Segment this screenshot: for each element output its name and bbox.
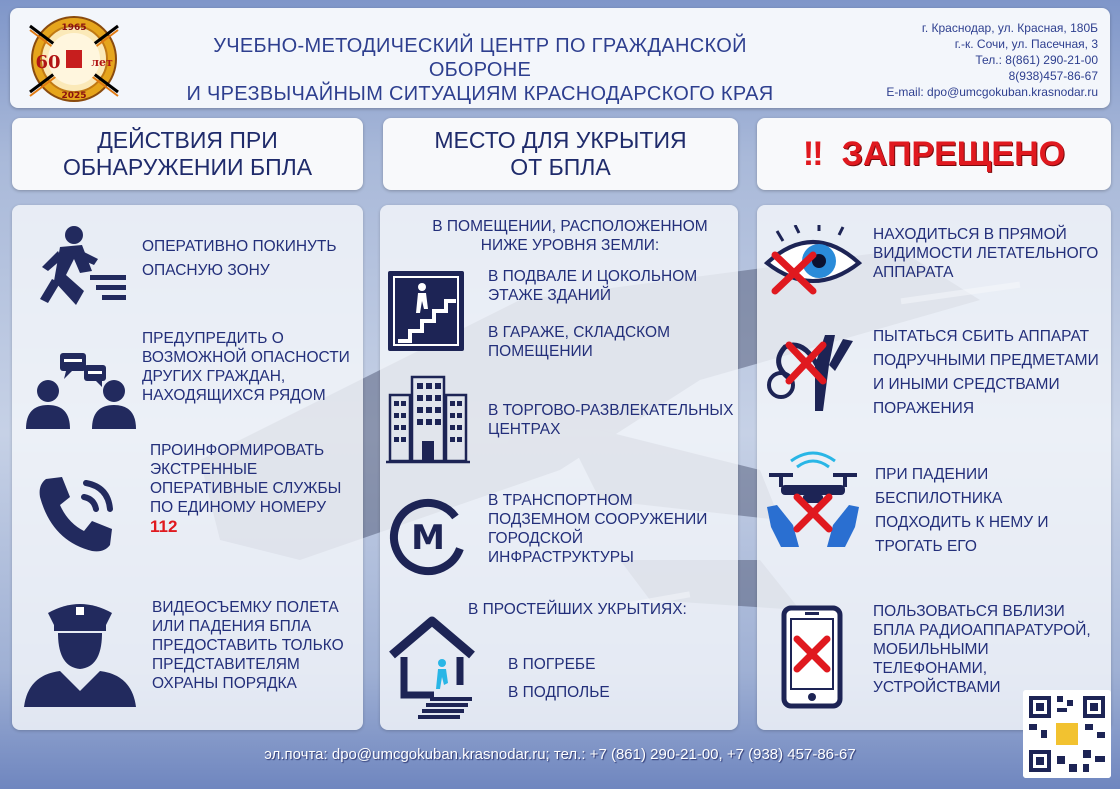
simple-item-1-text: В ПОГРЕБЕ [508,656,596,673]
address-krasnodar: г. Краснодар, ул. Красная, 180Б [921,21,1098,35]
organization-name [160,34,800,106]
shelter-panel [380,205,738,730]
actions-title-text: ДЕЙСТВИЯ ПРИ ОБНАРУЖЕНИИ БПЛА [62,127,313,180]
logo-number: 60 [35,52,61,73]
shelter-item-3-text: В ТОРГОВО-РАЗВЛЕКАТЕЛЬНЫХ ЦЕНТРАХ [488,402,734,438]
drone-hands-crossed-icon [763,447,863,551]
shelter-title [383,118,738,190]
qr-code[interactable] [1023,690,1111,778]
warning-marks-icon: !! [802,134,822,173]
emergency-number: 112 [150,517,178,536]
action-item-2-text: ПРЕДУПРЕДИТЬ О ВОЗМОЖНОЙ ОПАСНОСТИ ДРУГИХ ГРАЖДАН, НАХОДЯЩИХСЯ РЯДОМ [142,330,350,404]
forbidden-item-3-text: ПРИ ПАДЕНИИ БЕСПИЛОТНИКА ПОДХОДИТЬ К НЕМУ И ТРОГАТЬ ЕГО [875,466,1049,555]
logo-suffix: лет [91,56,113,69]
shelter-subtitle: В ПОМЕЩЕНИИ, РАСПОЛОЖЕННОМ НИЖЕ УРОВНЯ ЗЕМЛИ: [432,218,708,254]
people-talking-icon [22,345,142,429]
simple-shelter-title: В ПРОСТЕЙШИХ УКРЫТИЯХ: [468,601,687,618]
running-person-icon [30,223,130,313]
phone-1: Тел.: 8(861) 290-21-00 [975,53,1098,67]
forbidden-item-1-text: НАХОДИТЬСЯ В ПРЯМОЙ ВИДИМОСТИ ЛЕТАТЕЛЬНОГО АППАРАТА [873,226,1099,281]
actions-panel [12,205,363,730]
metro-letter: М [411,518,445,558]
shelter-item-4-text: В ТРАНСПОРТНОМ ПОДЗЕМНОМ СООРУЖЕНИИ ГОРОДСКОЙ ИНФРАСТРУКТУРЫ [488,492,708,566]
footer-contacts: эл.почта: dpo@umcgokuban.krasnodar.ru; тел.: +7 (861) 290-21-00, +7 (938) 457-86-67 [264,746,856,763]
action-item-3-label: ПРОИНФОРМИРОВАТЬ ЭКСТРЕННЫЕ ОПЕРАТИВНЫЕ СЛУЖБЫ ПО ЕДИНОМУ НОМЕРУ [150,442,342,516]
forbidden-title-text: ЗАПРЕЩЕНО [841,134,1066,173]
email: E-mail: dpo@umcgokuban.krasnodar.ru [886,85,1098,99]
police-officer-icon [20,595,140,707]
anniversary-logo [20,14,128,104]
forbidden-item-4-text: ПОЛЬЗОВАТЬСЯ ВБЛИЗИ БПЛА РАДИОАППАРАТУРОЙ, МОБИЛЬНЫМИ ТЕЛЕФОНАМИ, УСТРОЙСТВАМИ [873,603,1091,696]
contacts [798,20,1098,100]
shelter-item-1-text: В ПОДВАЛЕ И ЦОКОЛЬНОМ ЭТАЖЕ ЗДАНИЙ [488,268,698,304]
action-item-4-text: ВИДЕОСЪЕМКУ ПОЛЕТА ИЛИ ПАДЕНИЯ БПЛА ПРЕДОСТАВИТЬ ТОЛЬКО ПРЕДСТАВИТЕЛЯМ ОХРАНЫ ПОРЯДКА [152,599,344,692]
org-line-2: И ЧРЕЗВЫЧАЙНЫМ СИТУАЦИЯМ КРАСНОДАРСКОГО КРАЯ [186,83,774,105]
eye-crossed-icon [763,225,863,295]
shelter-title-text: МЕСТО ДЛЯ УКРЫТИЯ ОТ БПЛА [434,127,687,180]
simple-item-2-text: В ПОДПОЛЬЕ [508,684,610,701]
slingshot-crossed-icon [763,325,859,415]
logo-year-top: 1965 [61,23,87,33]
header [10,8,1110,108]
actions-title [12,118,363,190]
phone-icon [30,467,126,563]
action-item-1-text: ОПЕРАТИВНО ПОКИНУТЬ ОПАСНУЮ ЗОНУ [142,238,337,279]
stairs-down-icon [386,269,466,353]
building-icon [386,373,470,465]
org-line-1: УЧЕБНО-МЕТОДИЧЕСКИЙ ЦЕНТР ПО ГРАЖДАНСКОЙ ОБОРОНЕ [213,35,747,81]
address-sochi: г.-к. Сочи, ул. Пасечная, 3 [954,37,1098,51]
house-cellar-icon [386,615,486,721]
action-item-3-text [150,441,355,537]
phone-2: 8(938)457-86-67 [1008,69,1098,83]
shelter-item-2-text: В ГАРАЖЕ, СКЛАДСКОМ ПОМЕЩЕНИИ [488,324,671,360]
forbidden-title [757,118,1111,190]
phone-crossed-icon [781,605,843,709]
forbidden-item-2-text: ПЫТАТЬСЯ СБИТЬ АППАРАТ ПОДРУЧНЫМИ ПРЕДМЕТАМИ И ИНЫМИ СРЕДСТВАМИ ПОРАЖЕНИЯ [873,328,1099,417]
forbidden-panel [757,205,1111,730]
logo-year-bottom: 2025 [61,91,87,101]
metro-icon [386,495,470,579]
